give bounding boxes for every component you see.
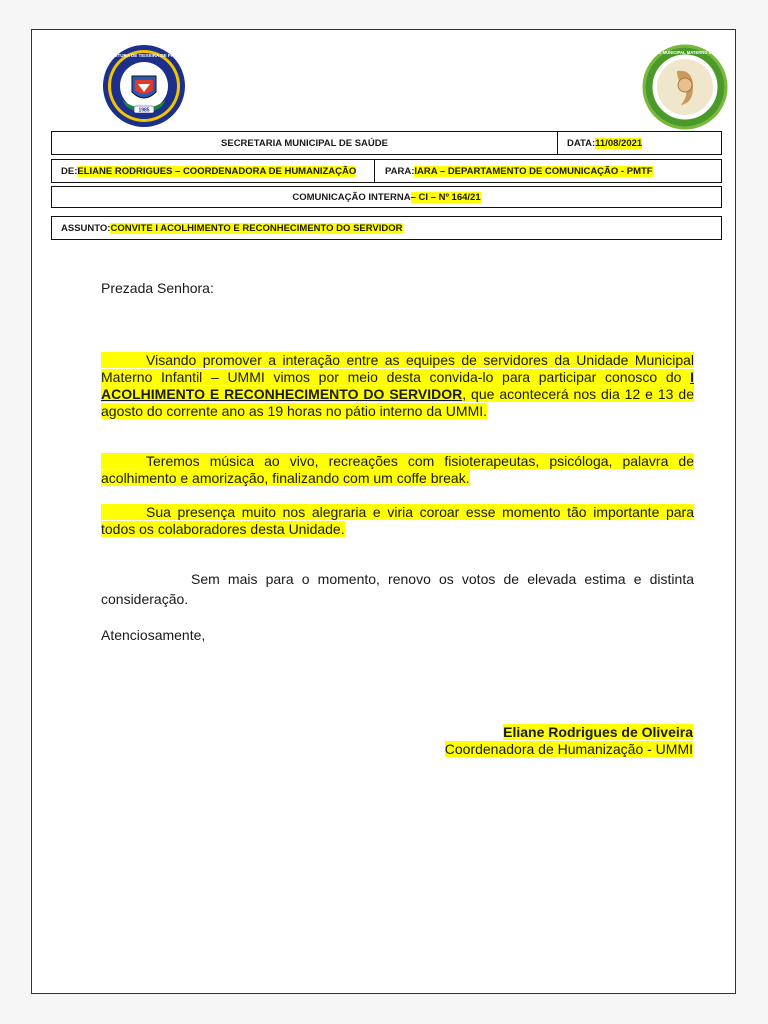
from-label: DE: (61, 165, 78, 177)
document-page (31, 29, 736, 994)
svg-text:1985: 1985 (138, 107, 150, 114)
subject-label: ASSUNTO: (61, 222, 111, 234)
paragraph-invitation: Visando promover a interação entre as equipes de servidores da Unidade Municipal Materno Infantil – UMMI vimos por meio desta convida-lo para participar conosco do I ACOLHIMENTO E RECONHECIMENTO DO SERVIDOR, que acontecerá nos dia 12 e 13 de agosto do corrente ano as 19 horas no pátio interno da UMMI. (101, 352, 694, 419)
to-label: PARA: (385, 165, 415, 177)
divider (374, 160, 375, 182)
municipal-seal-logo (102, 44, 186, 128)
svg-text:PREFEITURA DE TEIXEIRA DE FREI: PREFEITURA DE TEIXEIRA DE FREITAS (102, 53, 186, 58)
date-value: 11/08/2021 (595, 137, 643, 149)
ummi-logo (641, 43, 729, 131)
date-field (567, 132, 642, 154)
event-name: I ACOLHIMENTO E RECONHECIMENTO DO SERVIDOR (101, 369, 694, 402)
to-value: IARA – DEPARTAMENTO DE COMUNICAÇÃO - PMTF (414, 165, 653, 177)
internal-communication-row (51, 186, 722, 208)
signature-block (445, 724, 693, 758)
ci-label: COMUNICAÇÃO INTERNA (292, 191, 411, 203)
from-to-row (51, 159, 722, 183)
from-field (61, 160, 356, 182)
divider (557, 132, 558, 154)
subject-field (61, 217, 403, 239)
svg-text:UNIDADE MUNICIPAL MATERNO INFA: UNIDADE MUNICIPAL MATERNO INFANTIL (642, 50, 728, 55)
department-row (51, 131, 722, 155)
closing: Atenciosamente, (101, 627, 206, 643)
paragraph-closing-remarks: Sem mais para o momento, renovo os votos de elevada estima e distinta consideração. (101, 571, 694, 607)
date-label: DATA: (567, 137, 596, 149)
paragraph-presence: Sua presença muito nos alegraria e viria coroar esse momento tão importante para todos os colaboradores desta Unidade. (101, 504, 694, 537)
to-field (385, 160, 653, 182)
ci-number: – CI – Nº 164/21 (410, 191, 481, 203)
signature-title: Coordenadora de Humanização - UMMI (444, 741, 693, 757)
from-value: ELIANE RODRIGUES – COORDENADORA DE HUMANIZAÇÃO (77, 165, 357, 177)
subject-value: CONVITE I ACOLHIMENTO E RECONHECIMENTO DO SERVIDOR (110, 222, 403, 234)
paragraph-program: Teremos música ao vivo, recreações com fisioterapeutas, psicóloga, palavra de acolhimento e amorização, finalizando com um coffe break. (101, 453, 694, 486)
signature-name: Eliane Rodrigues de Oliveira (503, 724, 693, 740)
internal-communication (52, 187, 721, 207)
subject-row (51, 216, 722, 240)
department-name: SECRETARIA MUNICIPAL DE SAÚDE (221, 137, 388, 149)
salutation: Prezada Senhora: (101, 280, 214, 296)
